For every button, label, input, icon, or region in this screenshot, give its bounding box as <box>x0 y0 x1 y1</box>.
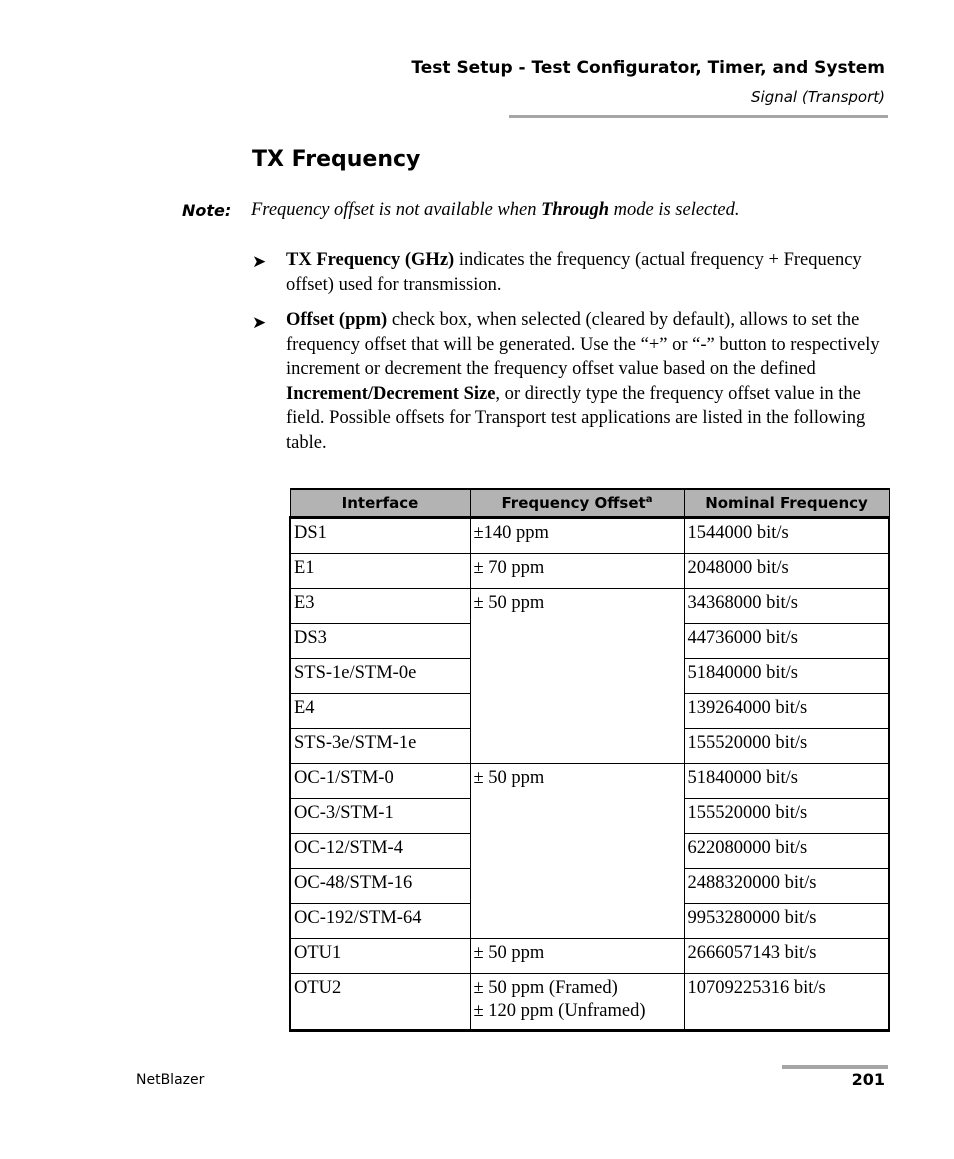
cell-nominal-frequency: 2488320000 bit/s <box>684 869 889 904</box>
header-frequency-offset <box>470 489 684 518</box>
cell-frequency-offset: ±140 ppm <box>470 518 684 554</box>
cell-interface: OC-3/STM-1 <box>290 799 470 834</box>
cell-nominal-frequency: 2048000 bit/s <box>684 554 889 589</box>
bullet-offset-desc-b: , or directly type the frequency offset value in the field. Possible offsets for Transport test applications are listed in the following table. <box>286 383 866 453</box>
cell-interface: DS3 <box>290 624 470 659</box>
cell-frequency-offset: ± 50 ppm (Framed) ± 120 ppm (Unframed) <box>470 974 684 1031</box>
cell-nominal-frequency: 9953280000 bit/s <box>684 904 889 939</box>
bullet-arrow-icon: ➤ <box>252 252 267 271</box>
section-title: TX Frequency <box>252 147 421 172</box>
cell-frequency-offset: ± 50 ppm <box>470 939 684 974</box>
bullet-offset-desc-a: check box, when selected (cleared by default), allows to set the frequency offset that will be generated. Use the “+” or “-” button to respectively increment or decrement the frequency offset value based on the defined <box>286 310 880 379</box>
cell-interface: E4 <box>290 694 470 729</box>
table-row <box>290 974 889 1031</box>
cell-interface: OTU1 <box>290 939 470 974</box>
cell-nominal-frequency: 155520000 bit/s <box>684 799 889 834</box>
bullet-arrow-icon: ➤ <box>252 313 267 332</box>
header-nominal-frequency: Nominal Frequency <box>684 489 889 518</box>
cell-interface: E1 <box>290 554 470 589</box>
cell-interface: DS1 <box>290 518 470 554</box>
cell-nominal-frequency: 44736000 bit/s <box>684 624 889 659</box>
cell-frequency-offset: ± 50 ppm <box>470 589 684 764</box>
cell-interface: STS-1e/STM-0e <box>290 659 470 694</box>
header-interface: Interface <box>290 489 470 518</box>
table-header-row <box>290 489 889 518</box>
footer-product: NetBlazer <box>136 1072 205 1088</box>
footer-rule <box>782 1065 888 1069</box>
cell-nominal-frequency: 34368000 bit/s <box>684 589 889 624</box>
table-row <box>290 939 889 974</box>
cell-nominal-frequency: 155520000 bit/s <box>684 729 889 764</box>
bullet-offset-term-2: Increment/Decrement Size <box>286 383 496 404</box>
cell-nominal-frequency: 622080000 bit/s <box>684 834 889 869</box>
frequency-table-wrapper <box>289 488 888 1032</box>
cell-interface: OC-12/STM-4 <box>290 834 470 869</box>
cell-nominal-frequency: 139264000 bit/s <box>684 694 889 729</box>
cell-interface: E3 <box>290 589 470 624</box>
footnote-marker: a <box>645 494 653 505</box>
cell-interface: OTU2 <box>290 974 470 1031</box>
header-frequency-offset-label: Frequency Offset <box>501 494 646 512</box>
cell-frequency-offset: ± 70 ppm <box>470 554 684 589</box>
bullet-tx-frequency-desc: indicates the frequency (actual frequency + Frequency offset) used for transmission. <box>286 250 862 295</box>
cell-nominal-frequency: 2666057143 bit/s <box>684 939 889 974</box>
frequency-table <box>289 488 890 1032</box>
note-text-after: mode is selected. <box>609 200 740 220</box>
bullet-tx-frequency-term: TX Frequency (GHz) <box>286 250 455 270</box>
page-number: 201 <box>851 1070 885 1089</box>
bullet-tx-frequency <box>286 248 888 297</box>
cell-nominal-frequency: 51840000 bit/s <box>684 764 889 799</box>
running-header-title: Test Setup - Test Configurator, Timer, and System <box>411 58 885 78</box>
cell-nominal-frequency: 10709225316 bit/s <box>684 974 889 1031</box>
note-text-before: Frequency offset is not available when <box>251 200 542 220</box>
cell-nominal-frequency: 1544000 bit/s <box>684 518 889 554</box>
cell-interface: OC-1/STM-0 <box>290 764 470 799</box>
header-rule <box>509 115 888 118</box>
table-row <box>290 764 889 799</box>
note-text-bold: Through <box>541 200 609 220</box>
table-row <box>290 589 889 624</box>
running-header-subtitle: Signal (Transport) <box>751 88 885 106</box>
cell-interface: STS-3e/STM-1e <box>290 729 470 764</box>
bullet-offset <box>286 308 888 455</box>
note-label: Note: <box>182 201 232 220</box>
cell-interface: OC-192/STM-64 <box>290 904 470 939</box>
cell-interface: OC-48/STM-16 <box>290 869 470 904</box>
table-body <box>290 518 889 1031</box>
note-text <box>251 200 891 221</box>
cell-nominal-frequency: 51840000 bit/s <box>684 659 889 694</box>
cell-frequency-offset: ± 50 ppm <box>470 764 684 939</box>
table-row <box>290 518 889 554</box>
table-row <box>290 554 889 589</box>
bullet-offset-term: Offset (ppm) <box>286 310 388 330</box>
